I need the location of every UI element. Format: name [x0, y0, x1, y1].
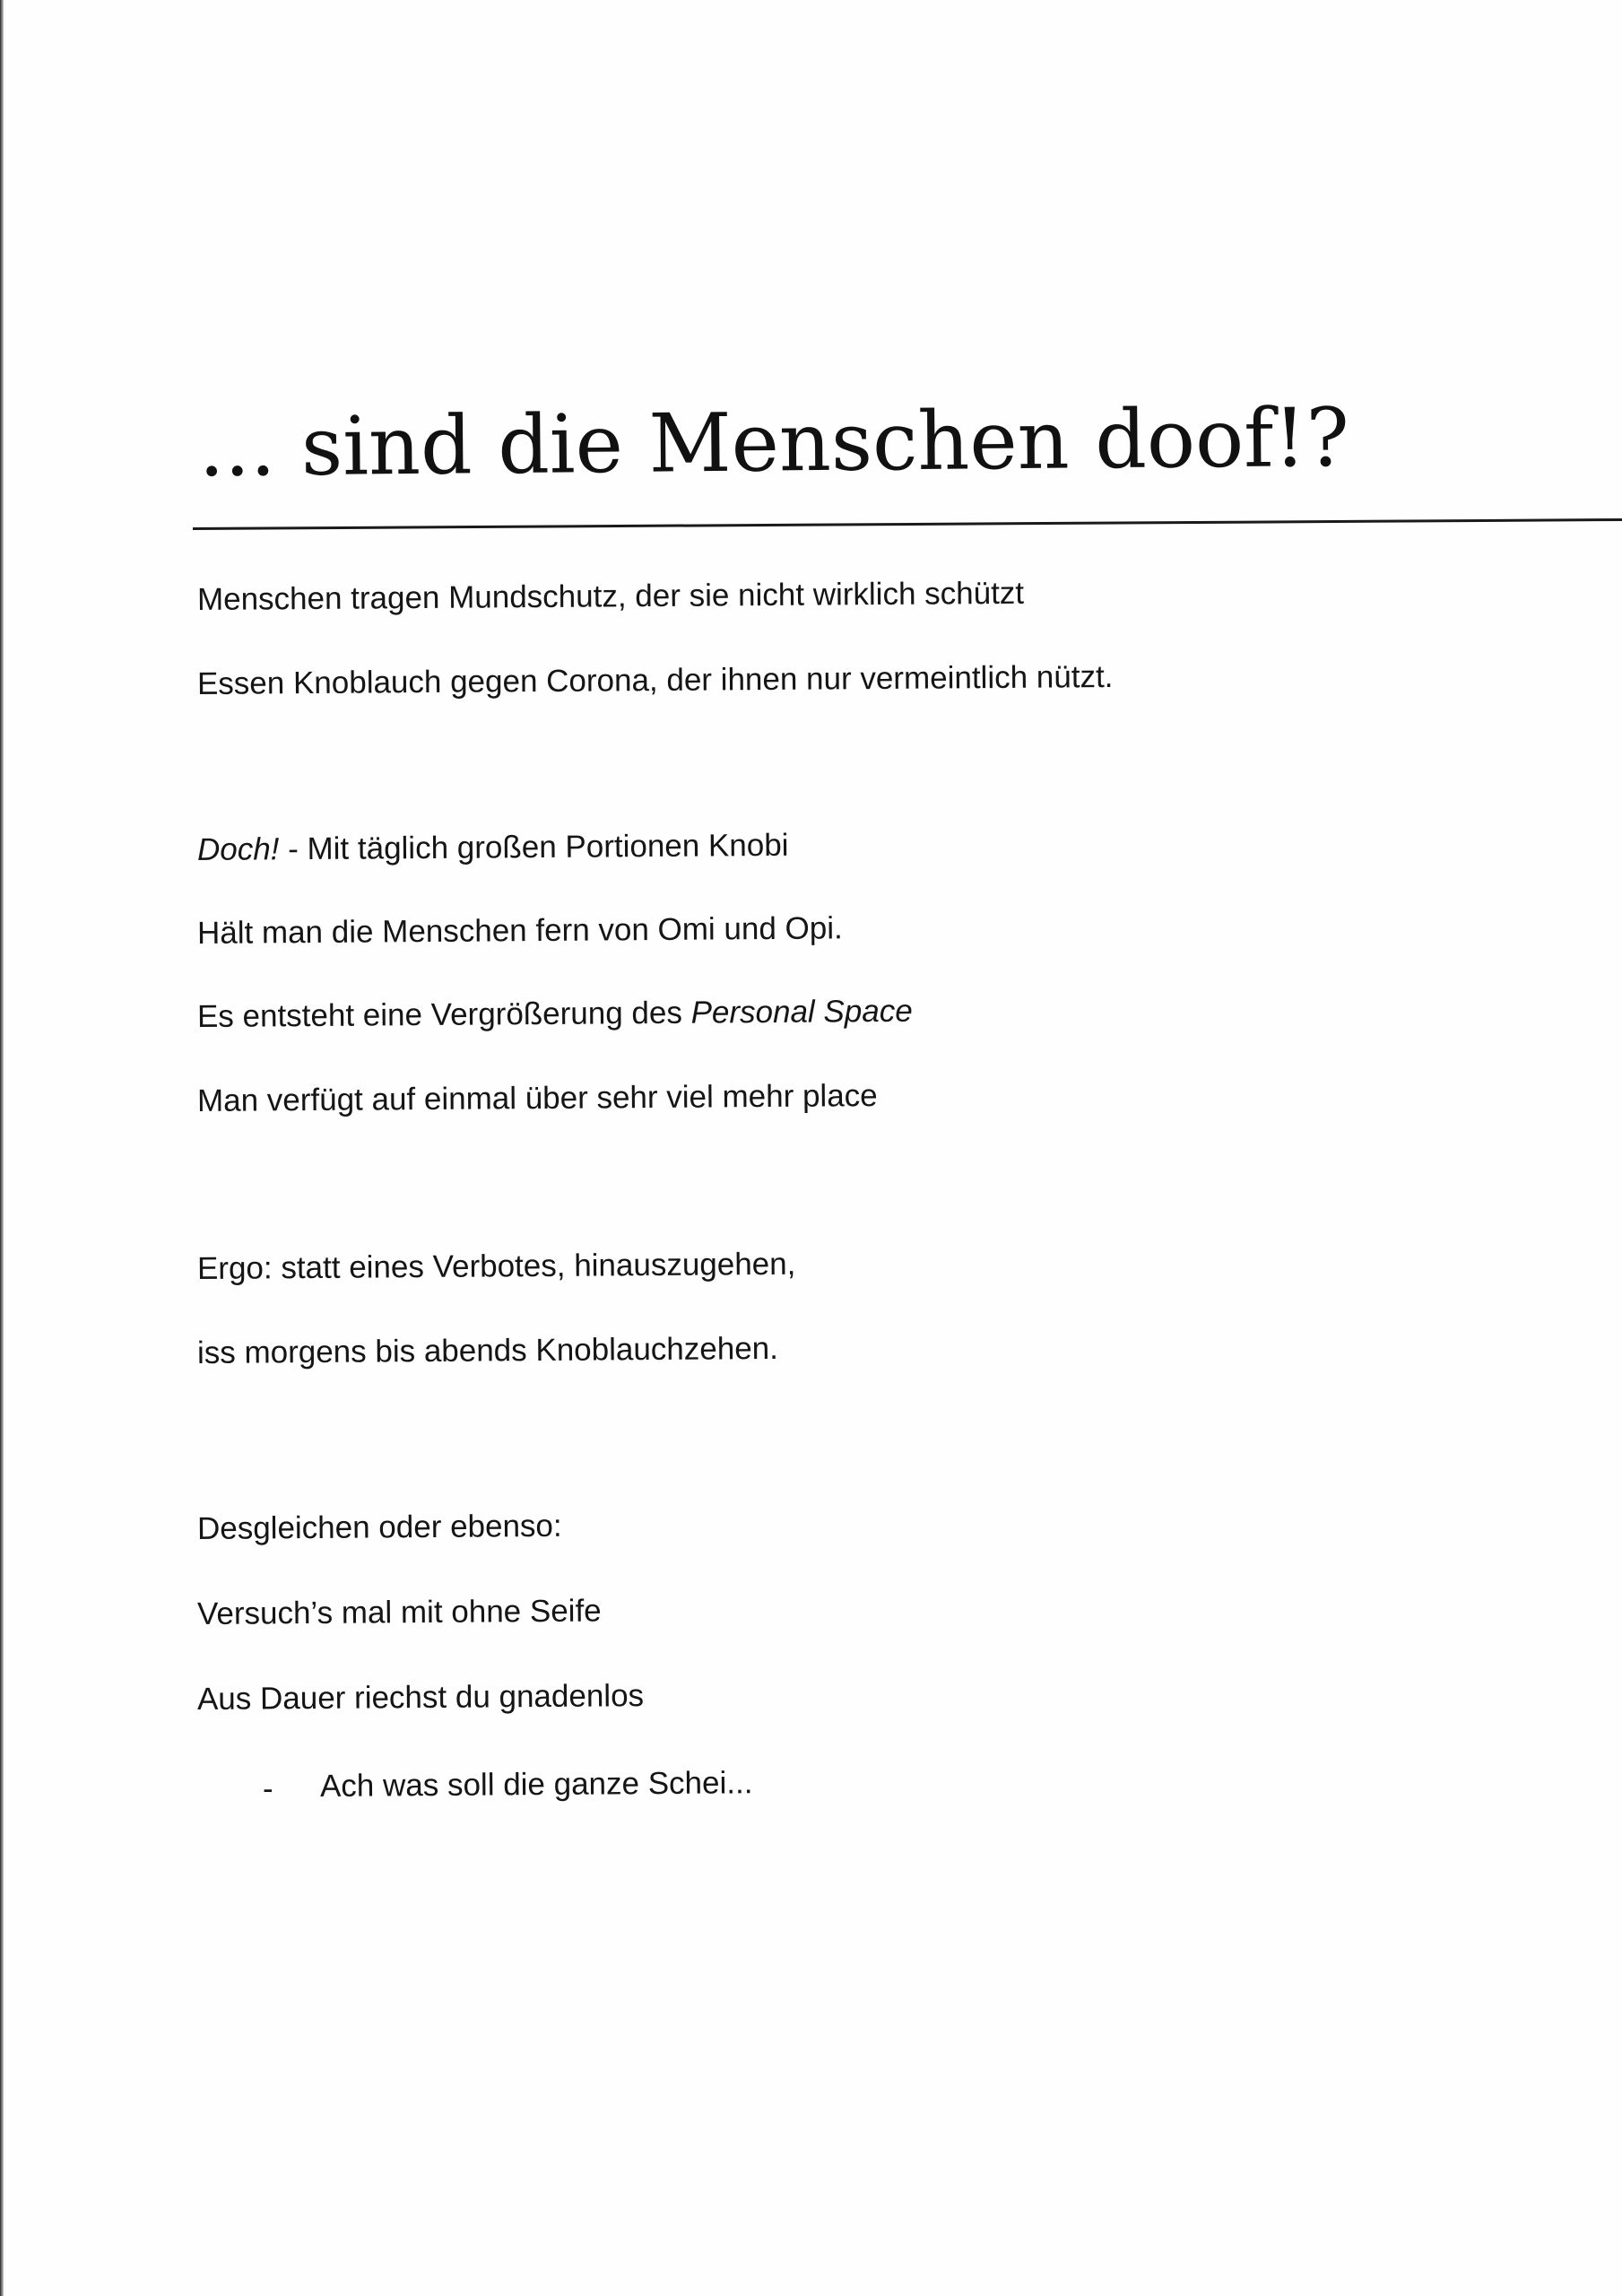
poem-line-2: Essen Knoblauch gegen Corona, der ihnen nur vermeintlich nützt.	[196, 658, 1114, 701]
poem-line-9: Desgleichen oder ebenso:	[196, 1508, 562, 1546]
poem-line-7: Ergo: statt eines Verbotes, hinauszugehen,	[196, 1246, 796, 1286]
poem-line-3	[197, 827, 789, 869]
italic-personal-space: Personal Space	[690, 993, 913, 1031]
poem-line-5-start: Es entsteht eine Vergrößerung des	[196, 995, 691, 1034]
poem-line-3-rest: - Mit täglich großen Portionen Knobi	[279, 827, 789, 867]
poem-line-11: Aus Dauer riechst du gnadenlos	[196, 1678, 645, 1717]
poem-line-8: iss morgens bis abends Knoblauchzehen.	[196, 1330, 779, 1370]
poem-line-10: Versuch’s mal mit ohne Seife	[196, 1593, 602, 1631]
poem-title: ... sind die Menschen doof!?	[198, 390, 1350, 495]
poem-line-12: Ach was soll die ganze Schei...	[319, 1765, 753, 1804]
poem-line-6: Man verfügt auf einmal über sehr viel mehr place	[196, 1078, 878, 1118]
italic-doch: Doch!	[196, 831, 280, 867]
bullet-dash: -	[263, 1771, 273, 1806]
poem-line-1: Menschen tragen Mundschutz, der sie nicht wirklich schützt	[196, 575, 1025, 617]
title-underline	[193, 518, 1622, 530]
poem-line-4: Hält man die Menschen fern von Omi und Opi.	[196, 910, 843, 951]
scan-edge-shadow	[0, 0, 4, 2296]
poem-line-5	[197, 993, 913, 1036]
